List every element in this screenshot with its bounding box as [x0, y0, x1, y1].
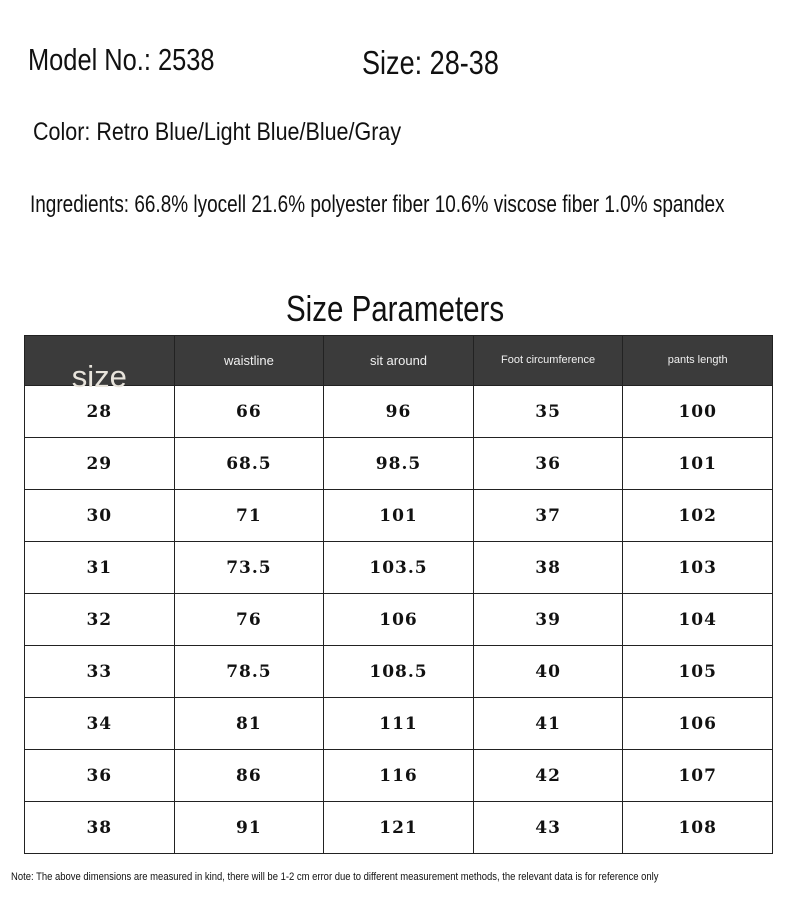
table-row: [25, 490, 773, 542]
table-cell: 38: [25, 802, 175, 854]
size-range: Size: 28-38: [362, 44, 499, 81]
table-cell: 102: [623, 490, 773, 542]
ingredients: Ingredients: 66.8% lyocell 21.6% polyester fiber 10.6% viscose fiber 1.0% spandex: [30, 191, 725, 218]
column-header-foot-circumference: Foot circumference: [473, 336, 623, 386]
table-cell: 71: [174, 490, 324, 542]
table-cell: 32: [25, 594, 175, 646]
table-cell: 31: [25, 542, 175, 594]
table-cell: 103: [623, 542, 773, 594]
table-cell: 36: [25, 750, 175, 802]
table-cell: 121: [324, 802, 474, 854]
table-cell: 107: [623, 750, 773, 802]
table-cell: 76: [174, 594, 324, 646]
column-header-waistline: waistline: [174, 336, 324, 386]
table-row: [25, 542, 773, 594]
table-body: [25, 386, 773, 854]
table-cell: 81: [174, 698, 324, 750]
table-cell: 105: [623, 646, 773, 698]
table-row: [25, 698, 773, 750]
table-cell: 116: [324, 750, 474, 802]
table-cell: 111: [324, 698, 474, 750]
table-cell: 103.5: [324, 542, 474, 594]
table-cell: 37: [473, 490, 623, 542]
table-cell: 66: [174, 386, 324, 438]
table-cell: 39: [473, 594, 623, 646]
table-row: [25, 646, 773, 698]
color-options: Color: Retro Blue/Light Blue/Blue/Gray: [33, 118, 402, 146]
table-cell: 38: [473, 542, 623, 594]
column-header-pants-length: pants length: [623, 336, 773, 386]
measurement-note: Note: The above dimensions are measured in kind, there will be 1-2 cm error due to different measurement methods, the relevant data is for reference only: [11, 871, 659, 883]
table-cell: 30: [25, 490, 175, 542]
column-header-size: size: [25, 336, 175, 386]
table-cell: 104: [623, 594, 773, 646]
table-row: [25, 802, 773, 854]
table-cell: 34: [25, 698, 175, 750]
table-cell: 106: [324, 594, 474, 646]
table-title-text: Size Parameters: [285, 288, 505, 329]
column-header-sit-around: sit around: [324, 336, 474, 386]
table-cell: 68.5: [174, 438, 324, 490]
table-cell: 106: [623, 698, 773, 750]
table-cell: 101: [324, 490, 474, 542]
table-row: [25, 386, 773, 438]
table-cell: 108.5: [324, 646, 474, 698]
table-title: [0, 288, 790, 330]
table-cell: 28: [25, 386, 175, 438]
table-cell: 36: [473, 438, 623, 490]
table-header-row: [25, 336, 773, 386]
table-cell: 73.5: [174, 542, 324, 594]
table-cell: 98.5: [324, 438, 474, 490]
table-cell: 78.5: [174, 646, 324, 698]
table-cell: 35: [473, 386, 623, 438]
size-table: [24, 335, 773, 854]
table-cell: 40: [473, 646, 623, 698]
model-number: Model No.: 2538: [28, 42, 215, 77]
table-cell: 86: [174, 750, 324, 802]
table-cell: 96: [324, 386, 474, 438]
table-cell: 42: [473, 750, 623, 802]
table-cell: 29: [25, 438, 175, 490]
table-row: [25, 750, 773, 802]
table-cell: 33: [25, 646, 175, 698]
table-cell: 91: [174, 802, 324, 854]
table-row: [25, 438, 773, 490]
table-cell: 43: [473, 802, 623, 854]
table-cell: 101: [623, 438, 773, 490]
table-cell: 41: [473, 698, 623, 750]
table-cell: 100: [623, 386, 773, 438]
table-row: [25, 594, 773, 646]
table-cell: 108: [623, 802, 773, 854]
